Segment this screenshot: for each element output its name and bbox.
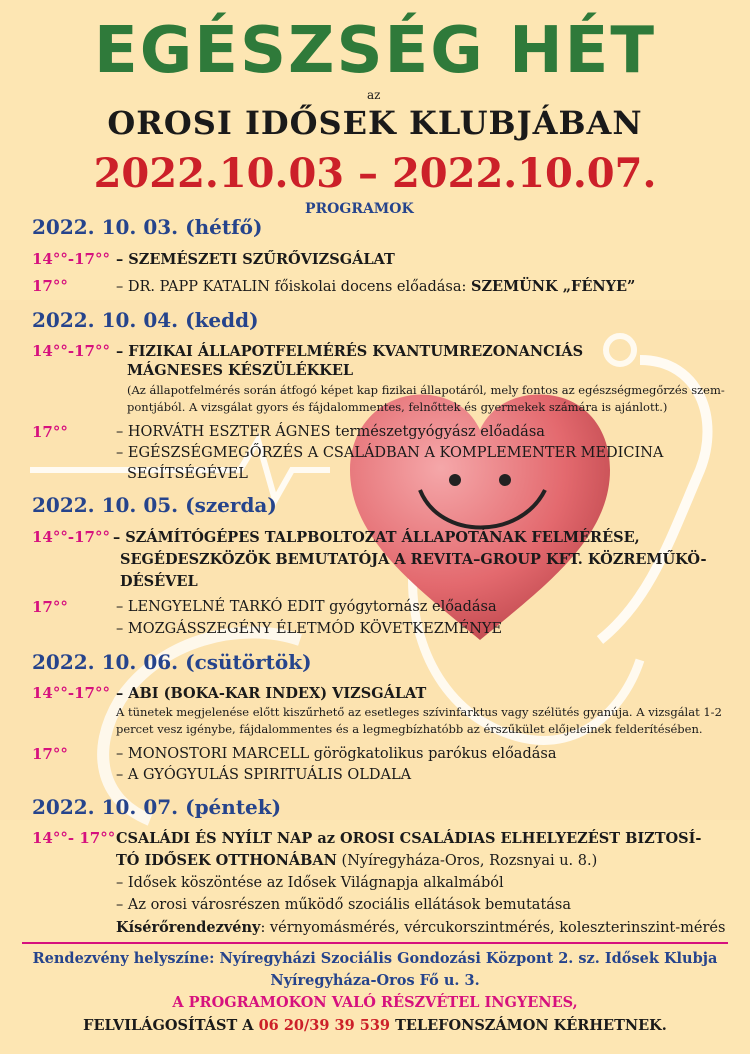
day-heading: 2022. 10. 06. (csütörtök) — [32, 650, 312, 674]
program-note: A tünetek megjelenése előtt kiszűrhető az esetleges szívinfarktus vagy szélütés gyanúja. A vizsgálat 1-2 — [116, 705, 722, 719]
day-heading: 2022. 10. 05. (szerda) — [32, 493, 277, 517]
program-item: – EGÉSZSÉGMEGŐRZÉS A CSALÁDBAN A KOMPLEMENTER MEDICINA — [116, 445, 664, 461]
time-slot: 14°°-17°° — [32, 684, 110, 702]
time-slot: 17°° — [32, 277, 68, 295]
program-item: – DR. PAPP KATALIN főiskolai docens előadása: SZEMÜNK „FÉNYE” — [116, 278, 636, 295]
programs-heading: PROGRAMOK — [305, 201, 414, 217]
program-item: CSALÁDI ÉS NYÍLT NAP az OROSI CSALÁDIAS ELHELYEZÉST BIZTOSÍ- — [116, 830, 702, 847]
program-item: TÓ IDŐSEK OTTHONÁBAN (Nyíregyháza-Oros, Rozsnyai u. 8.) — [116, 852, 598, 869]
time-slot: 14°°- 17°° — [32, 829, 116, 847]
time-slot: 14°°-17°° — [32, 250, 110, 268]
program-item: – Idősek köszöntése az Idősek Világnapja alkalmából — [116, 875, 504, 891]
program-item: – SZÁMÍTÓGÉPES TALPBOLTOZAT ÁLLAPOTÁNAK FELMÉRÉSE, — [113, 529, 640, 546]
program-item: – ABI (BOKA-KAR INDEX) VIZSGÁLAT — [116, 685, 427, 702]
connector-word: az — [367, 88, 381, 102]
time-slot: 17°° — [32, 423, 68, 441]
date-range: 2022.10.03 – 2022.10.07. — [93, 150, 657, 197]
program-item: Kísérőrendezvény: vérnyomásmérés, vércukorszintmérés, koleszterinszint-mérés — [116, 919, 726, 936]
program-item: – LENGYELNÉ TARKÓ EDIT gyógytornász előadása — [116, 599, 497, 615]
program-note: (Az állapotfelmérés során átfogó képet kap fizikai állapotáról, mely fontos az egészségmegőrzés szem- — [127, 383, 725, 397]
address-line: Nyíregyháza-Oros Fő u. 3. — [270, 972, 480, 989]
program-note: pontjából. A vizsgálat gyors és fájdalommentes, felnőttek és gyermekek számára is ajánlott.) — [127, 400, 668, 414]
program-item: – FIZIKAI ÁLLAPOTFELMÉRÉS KVANTUMREZONANCIÁS — [116, 343, 584, 360]
program-item: – MONOSTORI MARCELL görögkatolikus parókus előadása — [116, 746, 557, 762]
free-entry-line: A PROGRAMOKON VALÓ RÉSZVÉTEL INGYENES, — [172, 994, 578, 1011]
program-item: DÉSÉVEL — [120, 573, 198, 590]
program-note: percet vesz igénybe, fájdalommentes és a legmegbízhatóbb az érszűkület előjeleinek felderítésében. — [116, 722, 703, 736]
program-item: – SZEMÉSZETI SZŰRŐVIZSGÁLAT — [116, 251, 395, 268]
venue-title: OROSI IDŐSEK KLUBJÁBAN — [107, 104, 643, 142]
time-slot: 14°°-17°° — [32, 528, 110, 546]
program-item: SEGÍTSÉGÉVEL — [127, 466, 248, 482]
program-item: – A GYÓGYULÁS SPIRITUÁLIS OLDALA — [116, 767, 412, 783]
time-slot: 14°°-17°° — [32, 342, 110, 360]
program-item: MÁGNESES KÉSZÜLÉKKEL — [127, 362, 354, 379]
contact-line: FELVILÁGOSÍTÁST A 06 20/39 39 539 TELEFONSZÁMON KÉRHETNEK. — [83, 1017, 667, 1034]
day-heading: 2022. 10. 07. (péntek) — [32, 795, 282, 819]
divider — [22, 942, 728, 944]
program-item: SEGÉDESZKÖZÖK BEMUTATÓJA A REVITA–GROUP KFT. KÖZREMŰKÖ- — [120, 551, 707, 568]
phone-number: 06 20/39 39 539 — [258, 1017, 391, 1034]
program-item: – HORVÁTH ESZTER ÁGNES természetgyógyász előadása — [116, 424, 545, 440]
day-heading: 2022. 10. 04. (kedd) — [32, 308, 259, 332]
time-slot: 17°° — [32, 745, 68, 763]
poster-title: EGÉSZSÉG HÉT — [93, 14, 657, 88]
time-slot: 17°° — [32, 598, 68, 616]
venue-line: Rendezvény helyszíne: Nyíregyházi Szociális Gondozási Központ 2. sz. Idősek Klubja — [32, 950, 718, 967]
program-item: – MOZGÁSSZEGÉNY ÉLETMÓD KÖVETKEZMÉNYE — [116, 621, 503, 637]
day-heading: 2022. 10. 03. (hétfő) — [32, 215, 263, 239]
program-item: – Az orosi városrészen működő szociális ellátások bemutatása — [116, 897, 572, 913]
